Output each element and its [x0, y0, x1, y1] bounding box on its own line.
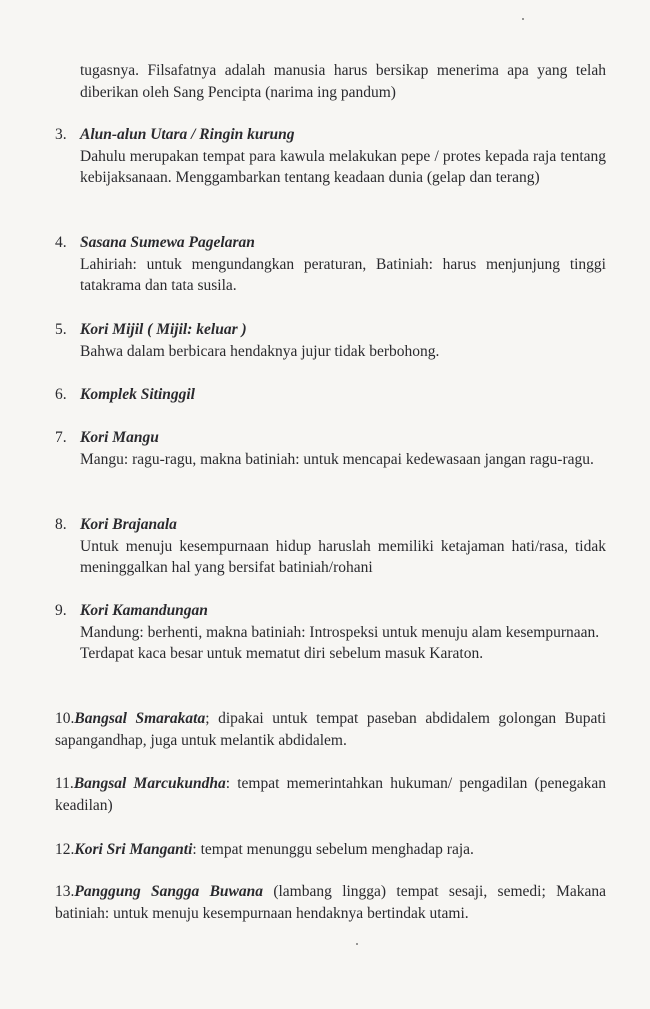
item-number: 6. [55, 386, 67, 403]
item-number: 5. [55, 321, 67, 338]
intro-paragraph: tugasnya. Filsafatnya adalah manusia harus bersikap menerima apa yang telah diberikan oleh Sang Pencipta (narima ing pandum) [80, 62, 606, 101]
list-item-3 [55, 124, 606, 189]
scan-speck [356, 943, 358, 945]
item-title: Kori Kamandungan [80, 602, 208, 619]
item-title: Komplek Sitinggil [80, 386, 195, 403]
scan-speck [522, 18, 524, 20]
item-number: 8. [55, 516, 67, 533]
item-title: Sasana Sumewa Pagelaran [80, 234, 255, 251]
list-item-8 [55, 514, 606, 579]
item-title: Bangsal Smarakata [74, 710, 206, 727]
list-item-9 [55, 600, 606, 665]
item-description: Untuk menuju kesempurnaan hidup haruslah memiliki ketajaman hati/rasa, tidak meninggalkan hal yang bersifat batiniah/rohani [80, 537, 606, 576]
item-description: Mandung: berhenti, makna batiniah: Introspeksi untuk menuju alam kesempurnaan. [80, 623, 600, 641]
item-title: Kori Mijil ( Mijil: keluar ) [80, 321, 247, 338]
item-title: Kori Mangu [80, 429, 159, 446]
item-number: 11. [55, 775, 74, 792]
list-item-4 [55, 232, 606, 297]
item-description: Dahulu merupakan tempat para kawula melakukan pepe / protes kepada raja tentang kebijaksanaan. Menggambarkan tentang keadaan dunia (gelap dan terang) [80, 147, 606, 186]
item-description: Mangu: ragu-ragu, makna batiniah: untuk mencapai kedewasaan jangan ragu-ragu. [80, 450, 594, 468]
item-title: Kori Sri Manganti [74, 841, 193, 858]
item-description: Bahwa dalam berbicara hendaknya jujur tidak berbohong. [80, 342, 440, 360]
item-number: 9. [55, 602, 67, 619]
item-description: : tempat menunggu sebelum menghadap raja. [192, 841, 474, 858]
item-title: Panggung Sangga Buwana [74, 883, 264, 900]
item-title: Bangsal Marcukundha [73, 775, 226, 792]
list-item-12 [55, 839, 606, 861]
list-item-7 [55, 427, 606, 470]
item-number: 12. [55, 841, 75, 858]
list-item-5 [55, 319, 606, 362]
item-title: Alun-alun Utara / Ringin kurung [80, 126, 295, 143]
item-description: Lahiriah: untuk mengundangkan peraturan, Batiniah: harus menjunjung tinggi tatakrama dan tata susila. [80, 255, 606, 294]
list-item-10 [55, 708, 606, 751]
list-item-6 [55, 384, 606, 406]
item-description: : tempat memerintahkan hukuman/ pengadilan (penegakan keadilan) [55, 775, 606, 814]
item-number: 4. [55, 234, 67, 251]
list-item-13 [55, 881, 606, 924]
item-number: 13. [55, 883, 75, 900]
list-item-11 [55, 773, 606, 816]
item-number: 10. [55, 710, 75, 727]
item-description: (lambang lingga) tempat sesaji, semedi; Makana batiniah: untuk menuju kesempurnaan hendaknya bertindak utami. [55, 883, 606, 922]
item-description: ; dipakai untuk tempat paseban abdidalem golongan Bupati sapangandhap, juga untuk melantik abdidalem. [55, 710, 607, 749]
item-title: Kori Brajanala [80, 516, 177, 533]
item-number: 3. [55, 126, 67, 143]
item-number: 7. [55, 429, 67, 446]
item-description-extra: Terdapat kaca besar untuk mematut diri sebelum masuk Karaton. [80, 645, 484, 662]
